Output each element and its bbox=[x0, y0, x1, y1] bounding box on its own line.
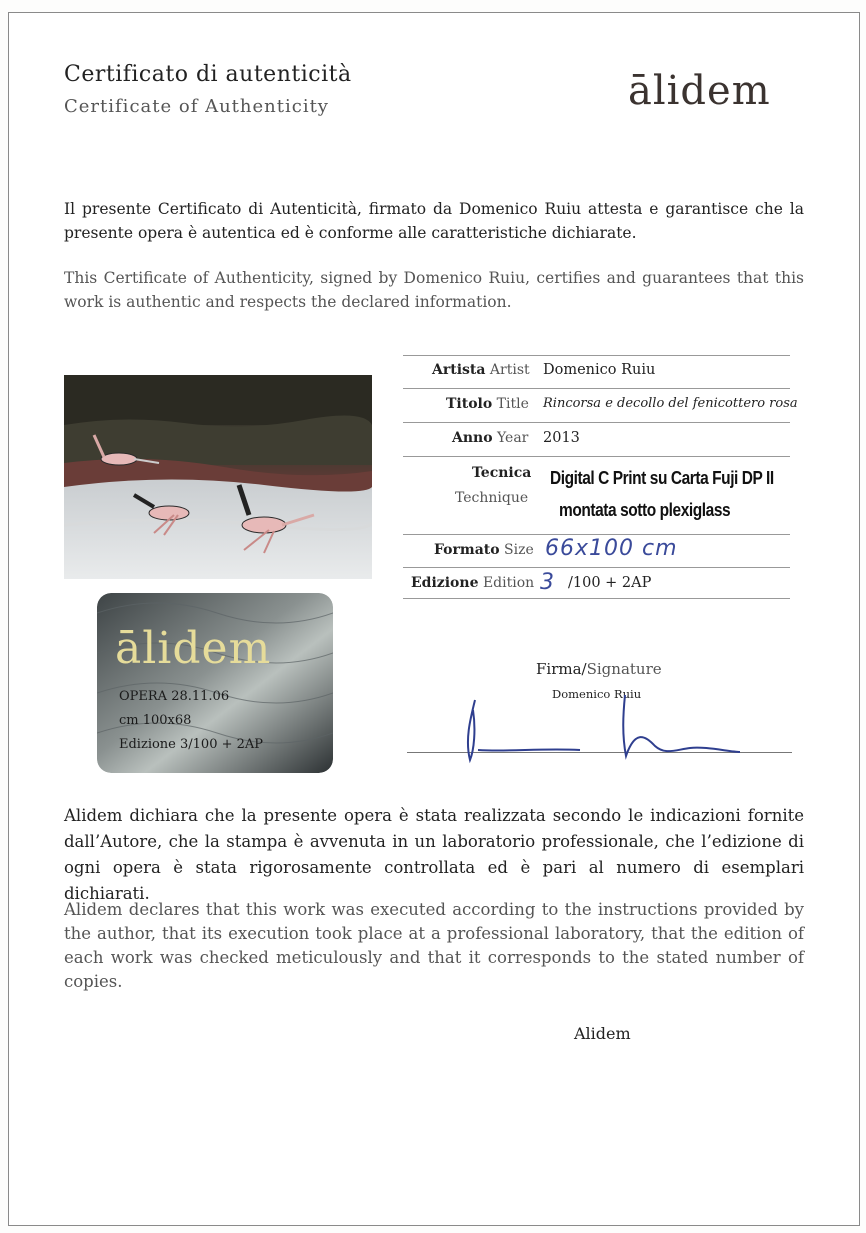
technique-stamp-line1: Digital C Print su Carta Fuji DP II bbox=[550, 468, 774, 488]
signature-label: Firma/Signature bbox=[536, 660, 662, 678]
declaration-italian: Alidem dichiara che la presente opera è stata realizzata secondo le indicazioni fornite dall’Autore, che la stampa è avvenuta in un laboratorio professionale, che l’edizione di ogni opera è stata rigorosamente controllata ed è pari al numero di esemplari dichiarati. bbox=[64, 806, 804, 903]
signatory-name: Domenico Ruiu bbox=[552, 687, 642, 701]
technique-label-it: Tecnica bbox=[472, 465, 532, 481]
size-handwritten-value: 66x100 cm bbox=[545, 536, 678, 561]
edition-label: Edizione Edition bbox=[411, 575, 535, 591]
hologram-brand: ālidem bbox=[115, 623, 272, 674]
year-label: Anno Year bbox=[452, 430, 529, 446]
intro-italian: Il presente Certificato di Autenticità, firmato da Domenico Ruiu attesta e garantisce che la presente opera è autentica ed è conforme alle caratteristiche dichiarate. bbox=[64, 200, 804, 242]
hologram-text-2: cm 100x68 bbox=[119, 713, 192, 728]
artist-value: Domenico Ruiu bbox=[543, 362, 656, 378]
technique-label-en: Technique bbox=[455, 490, 529, 506]
artwork-title-value: Rincorsa e decollo del fenicottero rosa bbox=[543, 396, 798, 411]
artwork-photo bbox=[64, 375, 372, 579]
title-label: Titolo Title bbox=[446, 396, 529, 412]
title-english: Certificate of Authenticity bbox=[64, 96, 329, 117]
edition-total: /100 + 2AP bbox=[568, 575, 652, 591]
intro-english: This Certificate of Authenticity, signed by Domenico Ruiu, certifies and guarantees that this work is authentic and respects the declared information. bbox=[64, 269, 804, 311]
edition-number-handwritten: 3 bbox=[540, 570, 555, 595]
alidem-logo: ālidem bbox=[628, 68, 771, 114]
declaration-english: Alidem declares that this work was executed according to the instructions provided by the author, that its execution took place at a professional laboratory, that the edition of each work was checked meticulously and that it corresponds to the stated number of copies. bbox=[64, 900, 804, 991]
hologram-seal bbox=[97, 593, 333, 773]
size-label: Formato Size bbox=[434, 542, 534, 558]
hologram-text-1: OPERA 28.11.06 bbox=[119, 689, 230, 704]
artist-label: Artista Artist bbox=[432, 362, 530, 378]
issuer-name: Alidem bbox=[574, 1024, 631, 1043]
technique-stamp-line2: montata sotto plexiglass bbox=[559, 500, 731, 520]
hologram-text-3: Edizione 3/100 + 2AP bbox=[119, 737, 264, 752]
title-italian: Certificato di autenticità bbox=[64, 62, 352, 87]
year-value: 2013 bbox=[543, 430, 580, 446]
handwritten-signature bbox=[440, 690, 760, 770]
